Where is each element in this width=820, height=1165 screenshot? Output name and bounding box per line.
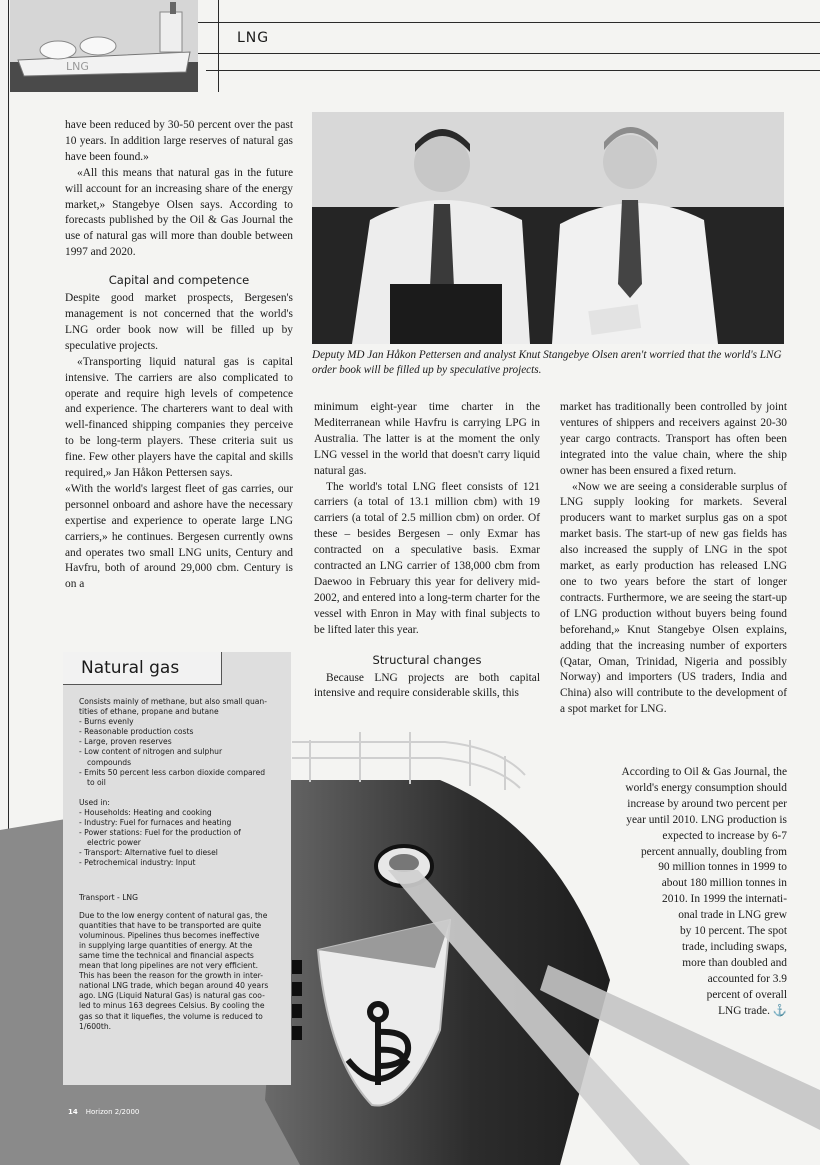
- factbox-line: This has been the reason for the growth in inter-: [79, 971, 263, 981]
- photo-caption: Deputy MD Jan Håkon Pettersen and analyst Knut Stangebye Olsen aren't worried that the world's LNG order book will be filled up by speculative projects.: [312, 349, 782, 376]
- subheading-structural: Structural changes: [372, 652, 482, 667]
- factbox-line: - Emits 50 percent less carbon dioxide compared: [79, 767, 266, 777]
- closing-line: increase by around two percent per: [627, 797, 787, 810]
- closing-line: According to Oil & Gas Journal, the: [621, 766, 787, 778]
- factbox-line: in supplying large quantities of energy. At the: [79, 940, 253, 950]
- closing-line: 2010. In 1999 the internati-: [662, 893, 787, 906]
- factbox-line: - Transport: Alternative fuel to diesel: [79, 848, 218, 858]
- closing-line: world's energy consumption should: [625, 781, 787, 794]
- closing-line: about 180 million tonnes in: [661, 877, 787, 890]
- factbox-line: electric power: [87, 838, 141, 848]
- factbox-line: - Industry: Fuel for furnaces and heating: [79, 818, 232, 828]
- publication-name: Horizon 2/2000: [85, 1108, 140, 1116]
- closing-paragraph: [560, 765, 787, 1020]
- factbox-line: - Burns evenly: [79, 717, 134, 727]
- factbox-line: national LNG trade, which began around 40 years: [79, 981, 269, 991]
- factbox-line: - Power stations: Fuel for the production of: [79, 828, 241, 838]
- closing-line: onal trade in LNG grew: [678, 909, 787, 922]
- page-number: 14: [68, 1108, 78, 1116]
- right-column: [560, 400, 787, 718]
- header-ship-thumbnail: [10, 0, 198, 92]
- body-paragraph: market has traditionally been controlled by joint ventures of shippers and receivers against 20-30 year cargo contracts. Transport has often been integrated into the value chain, where the ship owner has been ensured a fixed return.: [560, 401, 787, 477]
- factbox-line: quantities that have to be transported are quite: [79, 920, 262, 930]
- closing-line: percent annually, doubling from: [640, 845, 787, 858]
- end-mark-icon: ⚓: [772, 1004, 787, 1017]
- body-paragraph: «With the world's largest fleet of gas carries, our personnel onboard and ashore have the necessary expertise and experience to operate large LNG carriers,» he continues. Bergesen currently owns and operates two small LNG units, Century and Havfru, both of around 29,000 cbm. Century is on a: [65, 482, 293, 591]
- factbox-line: ago. LNG (Liquid Natural Gas) is natural gas coo-: [79, 991, 265, 1001]
- factbox-line: - Large, proven reserves: [79, 737, 172, 747]
- closing-line: expected to increase by 6-7: [662, 829, 787, 842]
- factbox-title: Natural gas: [63, 652, 222, 685]
- closing-last-line: [560, 1004, 787, 1020]
- header-rule-middle: [198, 53, 820, 54]
- factbox-line: - Households: Heating and cooking: [79, 807, 212, 817]
- factbox-line: Due to the low energy content of natural gas, the: [79, 910, 268, 920]
- factbox-line: compounds: [87, 757, 132, 767]
- closing-line: accounted for 3.9: [707, 972, 787, 985]
- closing-line: trade, including swaps,: [681, 940, 787, 953]
- header-rule-bottom: [206, 70, 820, 71]
- body-paragraph: Despite good market prospects, Bergesen's management is not concerned that the world's LNG order book now will be filled up by speculative projects.: [65, 292, 293, 352]
- body-paragraph: «Now we are seeing a considerable surplus of LNG supply looking for markets. Several producers want to market surplus gas on a spot market basis. The start-up of new gas fields has also increased the supply of LNG in the spot market, as early production has released LNG one to two years before the start of longer contracts. Furthermore, we are seeing the start-up of LNG production without buyers being found beforehand,» Knut Stangebye Olsen explains, adding that the increasing number of exporters (Qatar, Oman, Trinidad, Nigeria and possibly Norway) and importers (US traders, India and China) also will contribute to the development of a spot market for LNG.: [560, 480, 787, 716]
- body-paragraph: «All this means that natural gas in the future will account for an increasing share of the energy market,» Stangebye Olsen says. According to forecasts published by the Oil & Gas Journal the use of natural gas will more than double between 1997 and 2020.: [65, 166, 293, 259]
- header-divider: [218, 0, 219, 92]
- closing-line: more than doubled and: [682, 956, 787, 969]
- thumbnail-lng-text: LNG: [66, 60, 89, 73]
- factbox-line: gas so that it liquefies, the volume is reduced to: [79, 1011, 263, 1021]
- page-footer: [68, 1108, 139, 1116]
- body-paragraph: The world's total LNG fleet consists of 121 carriers (a total of 13.1 million cbm) with 19 carriers (a total of 2.5 million cbm) on order. Of these – besides Bergesen – only Exmar has contracted on a speculative basis. Exmar contracted an LNG carrier of 138,000 cbm from Daewoo in February this year for delivery mid-2002, and entered into a long-term charter for the vessel with Enron in May with final subjects to be lifted later this year.: [314, 480, 540, 636]
- factbox-line: mean that long pipelines are not very efficient.: [79, 961, 258, 971]
- body-paragraph: «Transporting liquid natural gas is capital intensive. The carriers are also complicated to operate and require high levels of competence and experience. The charterers want to deal with well-financed shipping companies they perceive to be long-term players. These criteria suit us fine. Few other players have the capital and skills required,» Jan Håkon Pettersen says.: [65, 355, 293, 480]
- factbox-uses-heading: Used in:: [79, 797, 110, 807]
- natural-gas-factbox: [63, 652, 291, 1085]
- subheading-capital: Capital and competence: [108, 273, 250, 288]
- interview-photo: [312, 112, 784, 344]
- factbox-line: 1/600th.: [79, 1021, 112, 1031]
- closing-line: 90 million tonnes in 1999 to: [658, 861, 787, 874]
- factbox-line: tities of ethane, propane and butane: [79, 707, 219, 717]
- middle-column: [314, 400, 540, 702]
- factbox-line: led to minus 163 degrees Celsius. By cooling the: [79, 1001, 265, 1011]
- factbox-line: voluminous. Pipelines thus becomes ineffective: [79, 930, 260, 940]
- body-paragraph: have been reduced by 30-50 percent over the past 10 years. In addition large reserves of natural gas have been found.»: [65, 119, 293, 163]
- factbox-line: - Reasonable production costs: [79, 727, 194, 737]
- factbox-line: same time the technical and financial aspects: [79, 950, 254, 960]
- section-title: LNG: [237, 30, 270, 46]
- closing-line: LNG trade.: [718, 1004, 770, 1017]
- left-column: [65, 118, 293, 593]
- factbox-line: Consists mainly of methane, but also small quan-: [79, 697, 267, 706]
- closing-line: by 10 percent. The spot: [679, 925, 787, 938]
- body-paragraph: minimum eight-year time charter in the Mediterranean while Havfru is carrying LPG in Australia. The latter is at the moment the only LNG vessel in the world that doesn't carry liquid natural gas.: [314, 401, 540, 477]
- factbox-line: - Low content of nitrogen and sulphur: [79, 747, 223, 757]
- closing-line: percent of overall: [706, 988, 787, 1001]
- body-paragraph: Because LNG projects are both capital intensive and require considerable skills, this: [314, 671, 540, 700]
- factbox-transport-heading: Transport - LNG: [79, 892, 138, 902]
- factbox-line: to oil: [87, 777, 106, 787]
- header-rule-top: [198, 22, 820, 23]
- closing-line: year until 2010. LNG production is: [626, 813, 787, 826]
- factbox-line: - Petrochemical industry: Input: [79, 858, 196, 868]
